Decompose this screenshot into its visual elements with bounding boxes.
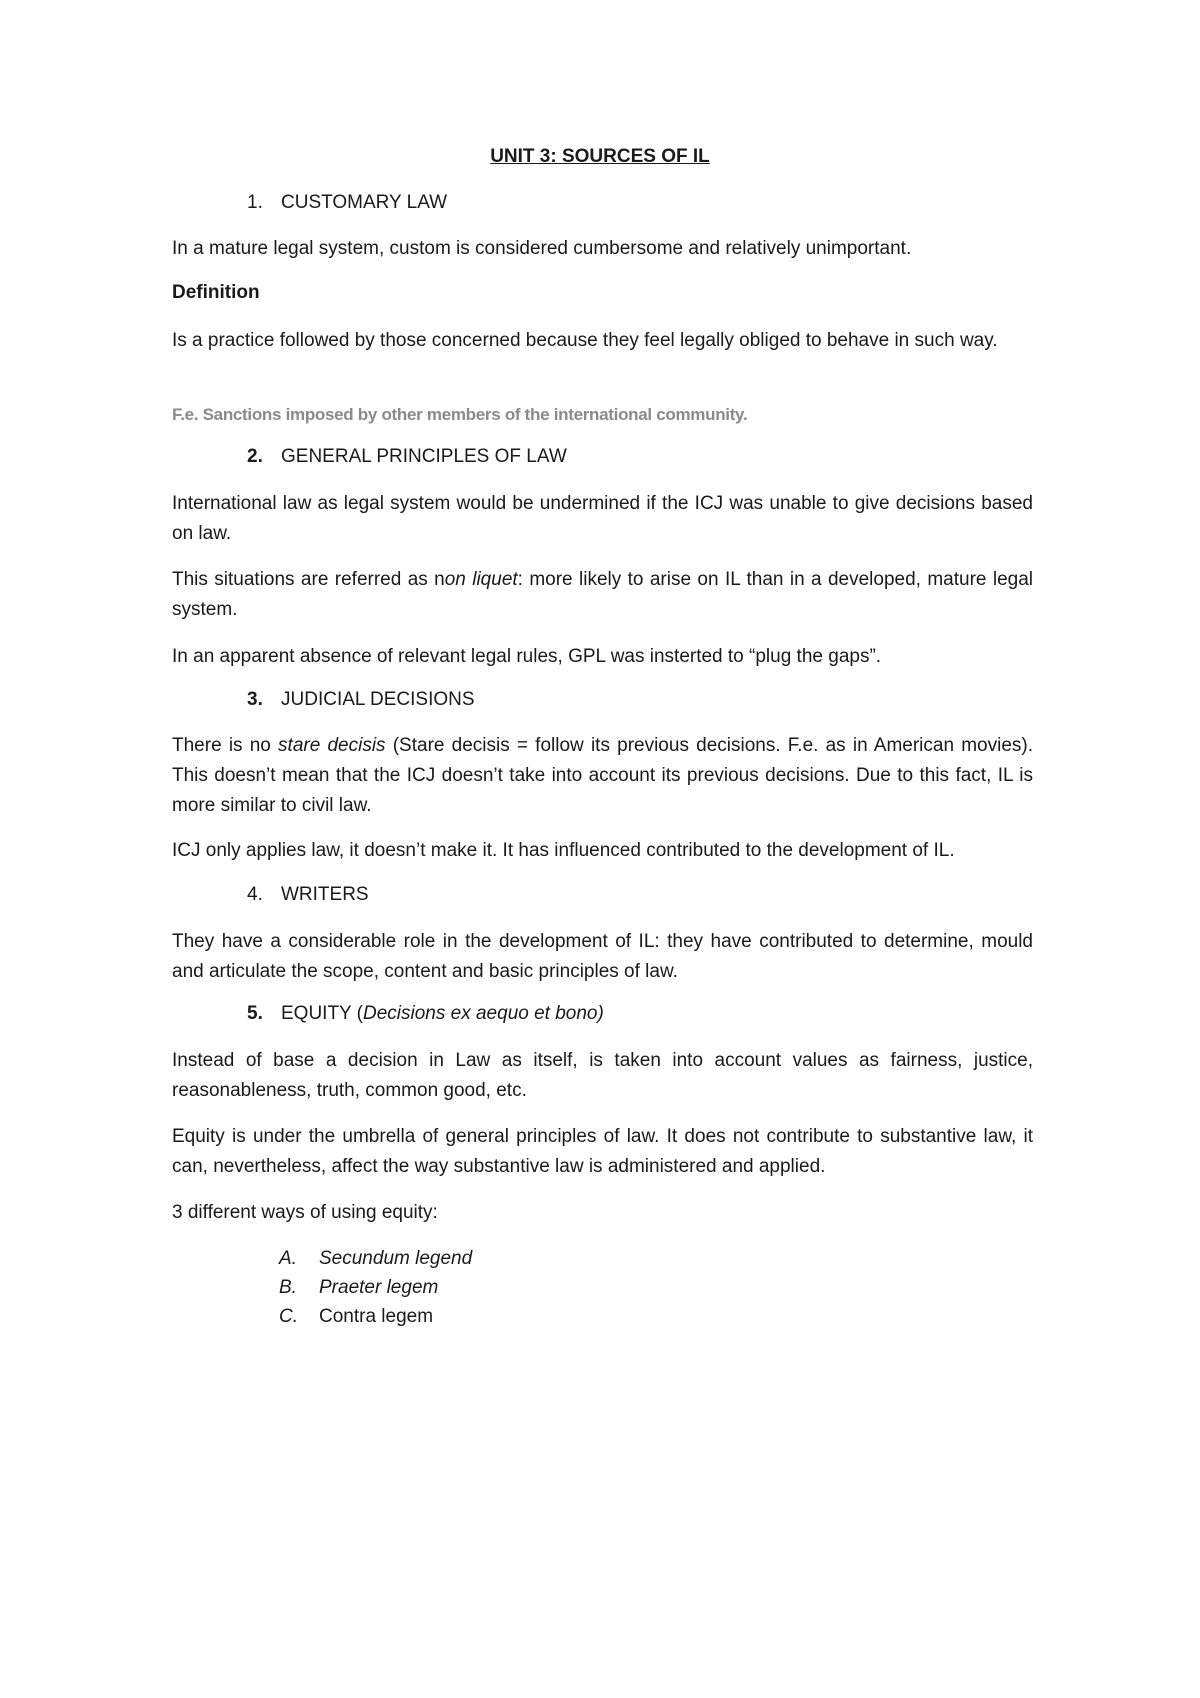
section-5-paragraph-2: Equity is under the umbrella of general principles of law. It does not contribute to substantive law, it can, nevertheless, affect the way substantive law is administered and applied. xyxy=(172,1126,1033,1177)
p2-text-start: This situations are referred as n xyxy=(172,569,445,590)
list-item-letter: A. xyxy=(279,1248,297,1269)
p1-text-end: (Stare decisis = follow its previous decisions. F.e. as in American movies). This doesn’t mean that the ICJ doesn’t take into account its previous decisions. Due to this fact, IL is more similar to civil law. xyxy=(172,735,1033,816)
section-5-paragraph-1: Instead of base a decision in Law as itself, is taken into account values as fairness, justice, reasonableness, truth, common good, etc. xyxy=(172,1050,1033,1101)
p1-text-start: There is no xyxy=(172,735,279,756)
section-1-title: CUSTOMARY LAW xyxy=(281,192,448,213)
section-1-paragraph-1: In a mature legal system, custom is considered cumbersome and relatively unimportant. xyxy=(172,238,912,259)
section-5-number: 5. xyxy=(247,1003,263,1024)
definition-paragraph: Is a practice followed by those concerned because they feel legally obliged to behave in such way. xyxy=(172,330,998,351)
section-2-paragraph-1: International law as legal system would be undermined if the ICJ was unable to give decisions based on law. xyxy=(172,493,1033,544)
section-3-number: 3. xyxy=(247,689,263,710)
section-2-paragraph-3: In an apparent absence of relevant legal rules, GPL was insterted to “plug the gaps”. xyxy=(172,646,882,667)
p2-text-end: : more likely to arise on IL than in a developed, mature legal system. xyxy=(172,569,1033,620)
stare-decisis-term: stare decisis xyxy=(278,735,386,756)
section-4-number: 4. xyxy=(247,884,263,905)
section-4-title: WRITERS xyxy=(281,884,369,905)
section-5-paragraph-3: 3 different ways of using equity: xyxy=(172,1202,438,1223)
list-item-letter: C. xyxy=(279,1306,298,1327)
definition-heading: Definition xyxy=(172,282,260,303)
section-3-title: JUDICIAL DECISIONS xyxy=(281,689,475,710)
section-4-heading xyxy=(247,884,369,906)
list-item xyxy=(279,1273,472,1302)
non-liquet-term: on liquet xyxy=(444,569,518,590)
section-5-title-italic: Decisions ex aequo et bono) xyxy=(363,1003,604,1024)
list-item-text: Secundum legend xyxy=(319,1248,473,1269)
list-item xyxy=(279,1302,472,1331)
section-2-paragraph-2 xyxy=(172,565,1033,625)
section-5-heading xyxy=(247,1003,604,1025)
section-3-heading xyxy=(247,689,475,711)
section-3-paragraph-1 xyxy=(172,731,1033,821)
section-3-paragraph-2: ICJ only applies law, it doesn’t make it. It has influenced contributed to the development of IL. xyxy=(172,840,955,861)
section-2-number: 2. xyxy=(247,446,263,467)
section-2-title: GENERAL PRINCIPLES OF LAW xyxy=(281,446,567,467)
section-5-title: EQUITY ( xyxy=(281,1003,363,1024)
section-4-paragraph-1: They have a considerable role in the development of IL: they have contributed to determine, mould and articulate the scope, content and basic principles of law. xyxy=(172,931,1033,982)
section-1-number: 1. xyxy=(247,192,263,213)
equity-list xyxy=(279,1244,472,1331)
list-item-text: Contra legem xyxy=(319,1306,434,1327)
example-note: F.e. Sanctions imposed by other members of the international community. xyxy=(172,405,748,424)
document-title: UNIT 3: SOURCES OF IL xyxy=(490,146,710,167)
list-item-text: Praeter legem xyxy=(319,1277,439,1298)
section-1-heading xyxy=(247,192,447,214)
list-item xyxy=(279,1244,472,1273)
section-2-heading xyxy=(247,446,567,468)
list-item-letter: B. xyxy=(279,1277,297,1298)
